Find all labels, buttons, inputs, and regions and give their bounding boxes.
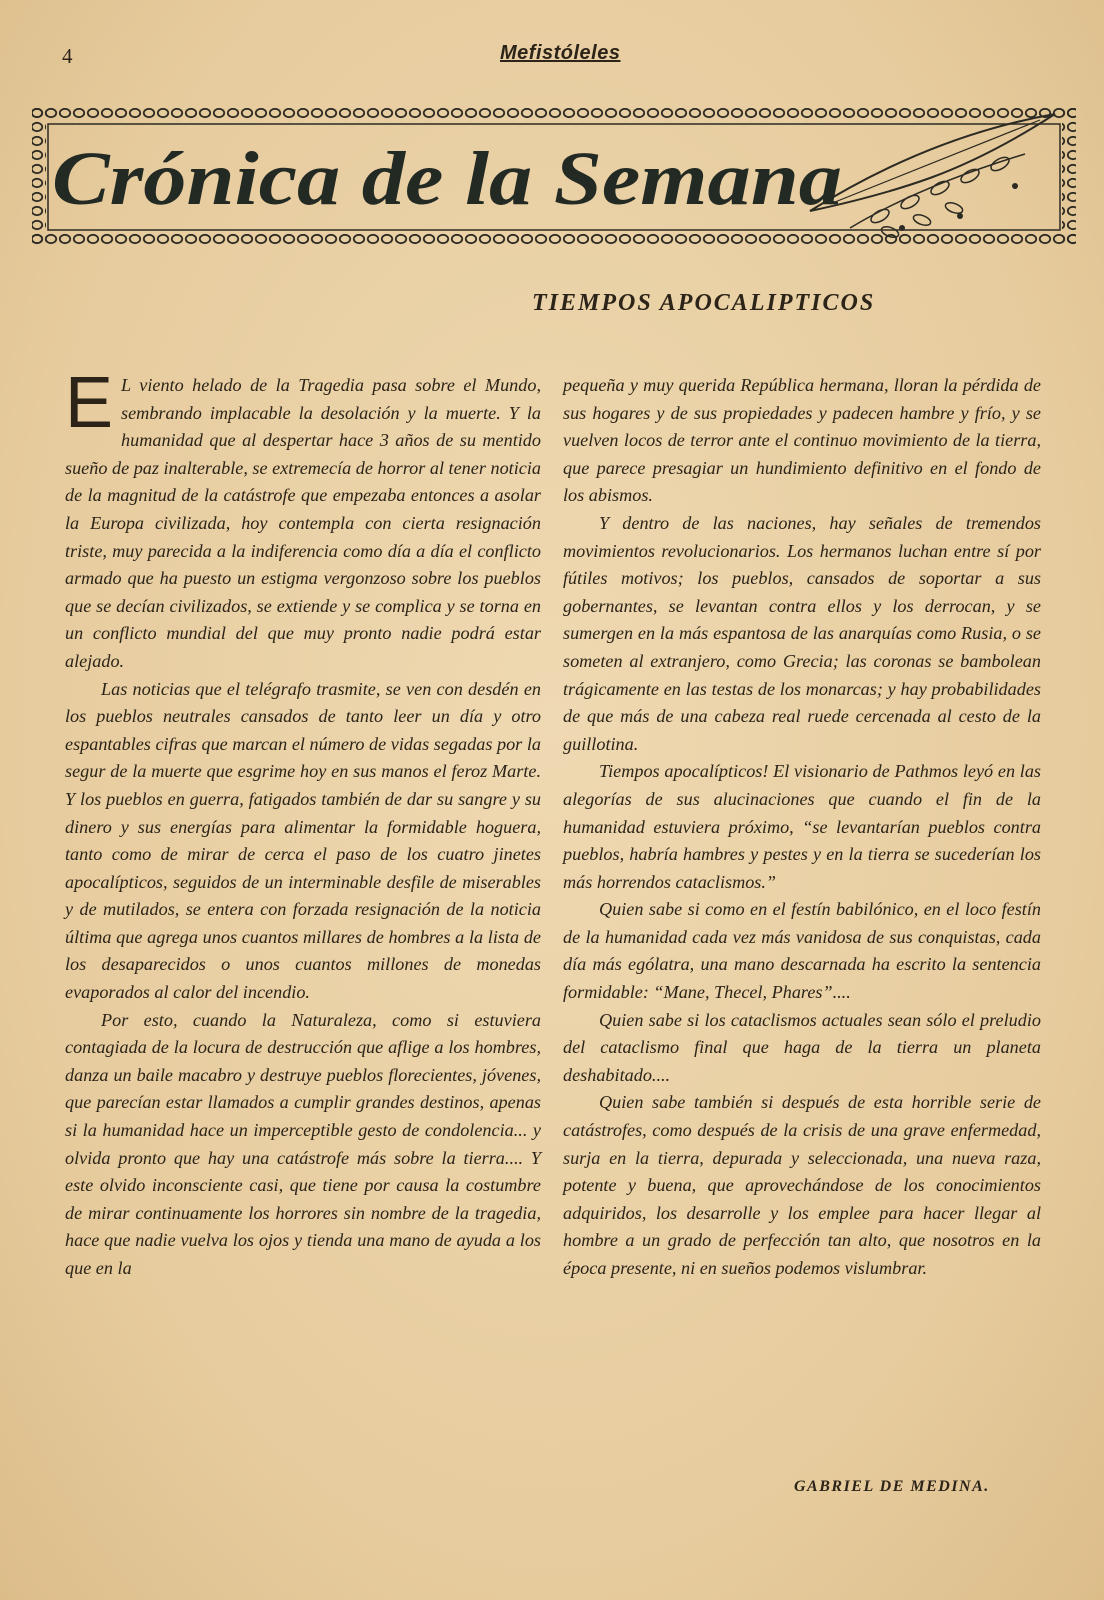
page-number: 4 <box>62 44 73 68</box>
quill-and-laurel-icon <box>810 114 1055 239</box>
chain-border-top <box>32 108 1076 122</box>
article-paragraph: Quien sabe si los cataclismos actuales sean sólo el preludio del cataclismo final que haga de la tierra un planeta deshabitado.... <box>563 1009 1041 1085</box>
article-paragraph: Quien sabe si como en el festín babilónico, en el loco festín de la humanidad cada vez más vanidosa de sus conquistas, cada día más ególatra, una mano descarnada ha escrito la sentencia formidable: “Mane, Thecel, Phares”.... <box>563 899 1041 1003</box>
article-paragraph: Quien sabe también si después de esta horrible serie de catástrofes, como después de la crisis de una grave enfermedad, surja en la tierra, depurada y seleccionada, una nueva raza, potente y buena, que aprovechándose de los conocimientos adquiridos, los desarrolle y los emplee para hacer llegar al hombre a un grado de perfección tan alto, que nosotros en la época presente, ni en sueños podemos vislumbrar. <box>563 1092 1041 1278</box>
article-column-right <box>563 372 1041 1283</box>
article-paragraph: Y dentro de las naciones, hay señales de tremendos movimientos revolucionarios. Los hermanos luchan entre sí por fútiles motivos; los pueblos, cansados de soportar a sus gobernantes, se levantan contra ellos y los derrocan, y se sumergen en la más espantosa de las anarquías como Rusia, o se someten al extranjero, como Grecia; las coronas se bambolean trágicamente en las testas de los monarcas; y hay probabilidades de que más de una cabeza real ruede cercenada al cesto de la guillotina. <box>563 512 1041 754</box>
chain-border-right <box>1062 108 1076 246</box>
article-column-left <box>65 363 541 1283</box>
chain-border-left <box>32 108 46 246</box>
paragraph-text: L viento helado de la Tragedia pasa sobre el Mundo, sembrando implacable la desolación y la muerte. Y la humanidad que al despertar hace 3 años de su mentido sueño de paz inalterable, se extremecía de horror al tener noticia de la magnitud de la catástrofe que empezaba entonces a asolar la Europa civilizada, hoy contempla con cierta resignación triste, muy parecida a la indiferencia como día a día el conflicto armado que ha puesto un estigma vergonzoso sobre los pueblos que se decían civilizados, se extiende y se complica y se torna en un conflicto mundial del que muy pronto nadie podrá estar alejado. <box>65 375 541 671</box>
publication-name: Mefistóleles <box>500 42 621 64</box>
article-paragraph <box>65 363 541 676</box>
article-paragraph: Tiempos apocalípticos! El visionario de Pathmos leyó en las alegorías de sus alucinaciones que cuando el fin de la humanidad estuviera próximo, “se levantarían pueblos contra pueblos, habría hambres y pestes y en la tierra se sucederían los más horrendos cataclismos.” <box>563 761 1041 892</box>
chain-border-bottom <box>32 232 1076 246</box>
section-banner <box>30 106 1078 248</box>
article-paragraph: Por esto, cuando la Naturaleza, como si estuviera contagiada de la locura de destrucción que aflige a los hombres, danza un baile macabro y destruye pueblos florecientes, jóvenes, que parecían estar llamados a cumplir grandes destinos, apenas si la humanidad hace un imperceptible gesto de condolencia... y olvida pronto que hay una catástrofe más sobre la tierra.... Y este olvido inconsciente casi, que tiene por causa la costumbre de mirar continuamente los horrores sin nombre de la tragedia, hace que nadie vuelva los ojos y tienda una mano de ayuda a los que en la <box>65 1009 541 1278</box>
drop-cap: E <box>65 363 114 443</box>
article-paragraph: Las noticias que el telégrafo trasmite, se ven con desdén en los pueblos neutrales cansados de tanto leer un día y otro espantables cifras que marcan el número de vidas segadas por la segur de la muerte que esgrime hoy en sus manos el feroz Marte. Y los pueblos en guerra, fatigados también de dar su sangre y su dinero y sus energías para alimentar la formidable hoguera, tanto como de mirar de cerca el paso de los cuatro jinetes apocalípticos, seguidos de un interminable desfile de miserables y de mutilados, se entera con forzada resignación de la noticia última que agrega unos cuantos millares de hombres a la lista de los desaparecidos o unos cuantos millones de monedas evaporados al calor del incendio. <box>65 678 541 1003</box>
article-paragraph: pequeña y muy querida República hermana, lloran la pérdida de sus hogares y de sus propiedades y padecen hambre y frío, y se vuelven locos de terror ante el continuo movimiento de la tierra, que parece presagiar un hundimiento definitivo en el fondo de los abismos. <box>563 375 1041 506</box>
banner-title: Crónica de la Semana <box>52 137 842 221</box>
article-title: TIEMPOS APOCALIPTICOS <box>532 290 876 316</box>
author-signature: GABRIEL DE MEDINA. <box>794 1478 990 1495</box>
